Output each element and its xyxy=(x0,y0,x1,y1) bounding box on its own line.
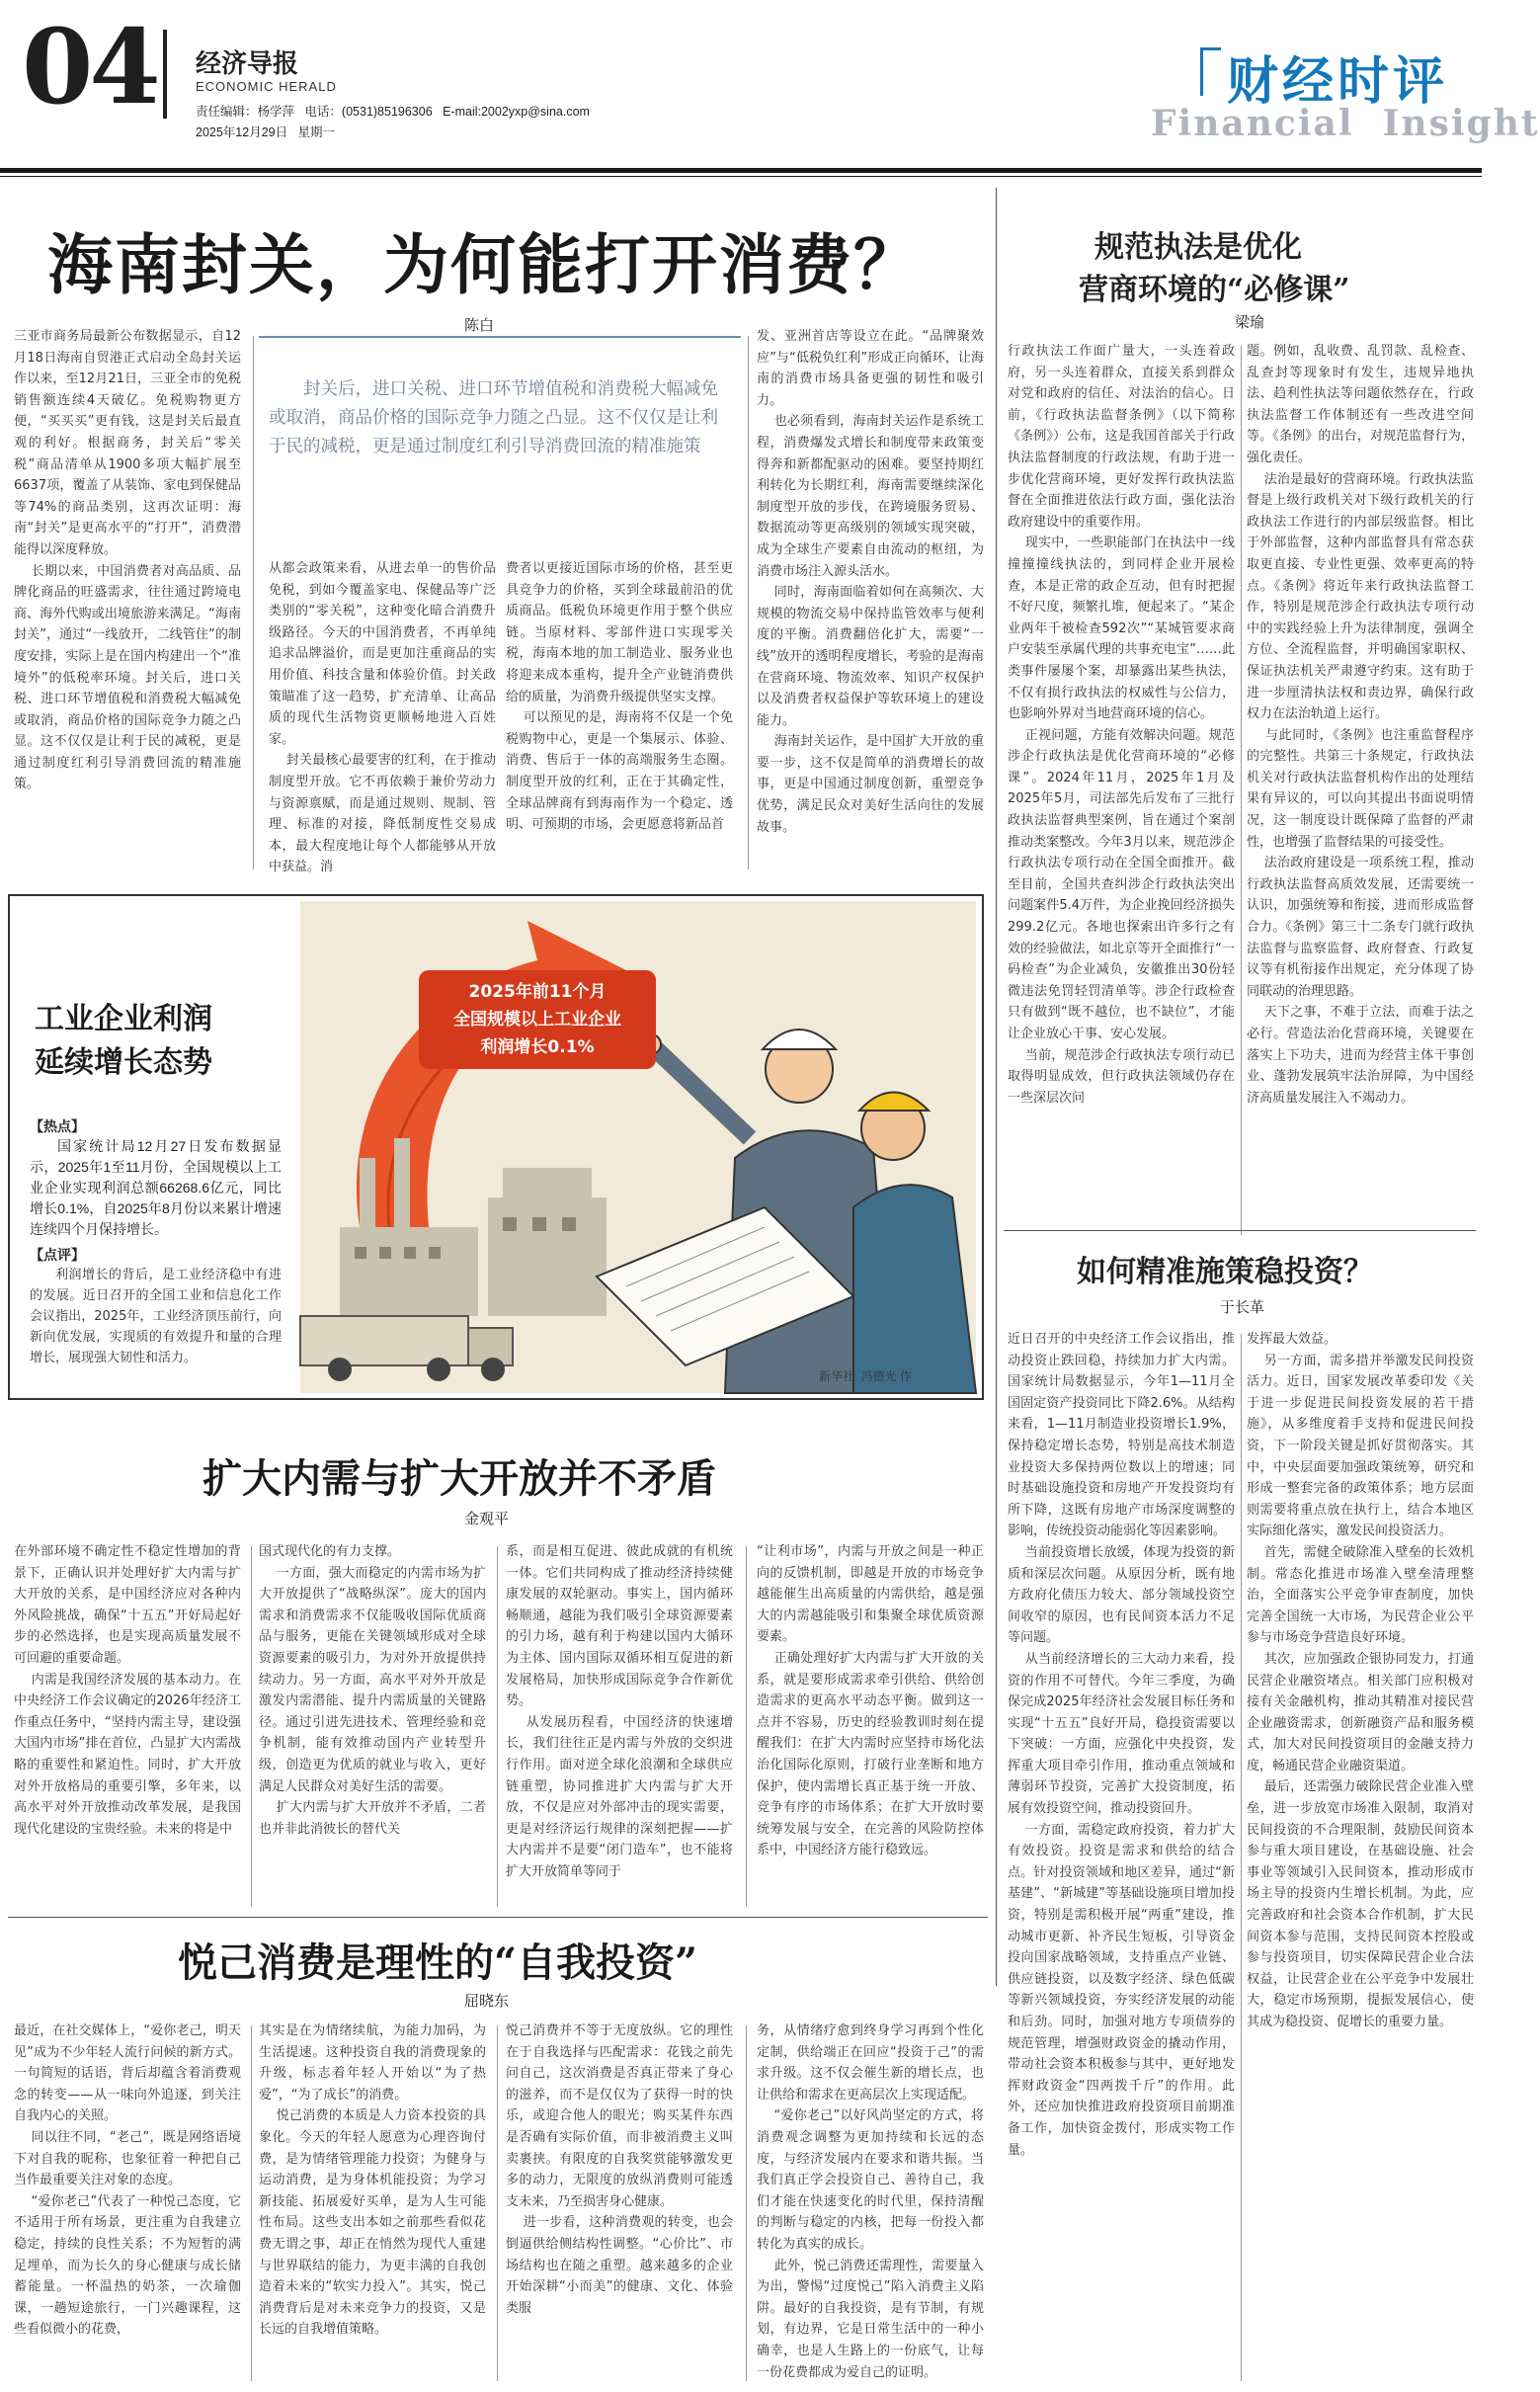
article4-column-2: 发挥最大效益。 另一方面，需多措并举激发民间投资活力。近日，国家发展改革委印发《关于进一步促进民间投资发展的若干措施》，从多维度着手支持和促进民间投资，下一阶段关键是抓好贯彻落实。其中，中央层面要加强政策统筹，研究和形成一整套完备的政策体系；地方层面则需要将重点放在执行上，结合本地区实际细化落实，激发民间投资活力。 首先，需健全破除准入壁垒的长效机制。常态化推进市场准入壁垒清理整治，全面落实公平竞争审查制度，加快完善全国统一大市场，为民营企业公平参与市场竞争营造良好环境。 其次，应加强政企银协同发力，打通民营企业融资堵点。相关部门应积极对接有关金融机构，推动其精准对接民营企业融资需求，创新融资产品和服务模式，加大对民间投资项目的金融支持力度，畅通民营企业融资渠道。 最后，还需强力破除民营企业准入壁垒，进一步放宽市场准入限制，取消对民间投资的不合理限制，鼓励民间资本参与重大项目建设，在基础设施、社会事业等领域引入民间资本，推动形成市场主导的投资内生增长机制。为此，应完善政府和社会资本合作机制，扩大民间资本参与范围，支持民间资本控股或参与投资项目，切实保障民营企业合法权益，让民营企业在公平竞争中发展壮大，稳定市场预期，提振发展信心，使其成为稳投资、促增长的重要力量。 xyxy=(1247,1332,1474,2029)
section-name: 经济导报 xyxy=(196,49,299,79)
page-number: 04 xyxy=(22,6,157,127)
article5-column-4: “让利市场”，内需与开放之间是一种正向的反馈机制，即越是开放的市场竞争越能催生出高质量的内需供给，越是强大的内需越能吸引和集聚全球优质资源要素。 正确处理好扩大内需与扩大开放的关系，就是要形成需求牵引供给、供给创造需求的更高水平动态平衡。做到这一点并不容易，历史的经验教训时刻在提醒我们：在扩大内需时应坚持市场化法治化国际化原则，打破行业垄断和地方保护，使内需增长真正基于统一开放、竞争有序的市场体系；在扩大开放时要统筹发展与安全，在完善的风险防控体系中，中国经济方能行稳致远。 xyxy=(757,1544,984,1858)
article6-divider-2 xyxy=(497,2025,498,2381)
article5-author: 金观平 xyxy=(464,1510,510,1527)
article5-divider-2 xyxy=(497,1546,498,1907)
lead-column-2: 从都会政策来看，从进去单一的售价品免税，到如今覆盖家电、保健品等广泛类别的“零关税”，这种变化暗合消费升级路径。今天的中国消费者，不再单纯追求品牌溢价，而是更加注重商品的实用价值、科技含量和体验价值。封关政策瞄准了这一趋势，扩充清单、让高品质的现代生活物资更顺畅地进入百姓家。 封关最核心最要害的红利，在于推动制度型开放。它不再依赖于兼价劳动力与资源禀赋，而是通过规则、规制、管理、标准的对接，降低制度性交易成本，最大程度地让每个人都能够从开放中获益。消 xyxy=(269,561,496,875)
issue-date: 2025年12月29日 星期一 xyxy=(196,125,336,139)
article5-divider-3 xyxy=(746,1546,747,1907)
article2-column-2: 题。例如，乱收费、乱罚款、乱检查、乱查封等现象时有发生，违规异地执法、趋利性执法等问题依然存在，行政执法监督工作体制还有一些改进空间等。《条例》的出台，对规范监督行为，强化责任。 法治是最好的营商环境。行政执法监督是上级行政机关对下级行政机关的行政执法工作进行的内部层级监督。相比于外部监督，这种内部监督具有常态获取更直接、专业性更强、效率更高的特点。《条例》将近年来行政执法监督工作，特别是规范涉企行政执法专项行动中的实践经验上升为法律制度，强调全方位、全流程监督，并明确国家职权、保证执法机关严肃遵守约束。这有助于进一步厘清执法权和责边界，确保行政权力在法治轨道上运行。 与此同时，《条例》也注重监督程序的完整性。共第三十条规定，行政执法机关对行政执法监督机构作出的处理结果有异议的，可以向其提出书面说明情况，这一制度设计既保障了监督的严肃性，也增强了监督结果的可接受性。 法治政府建设是一项系统工程，推动行政执法监督高质效发展，还需要统一认识，加强统筹和衔接，进而形成监督合力。《条例》第三十二条专门就行政执法监督与监察监督、政府督查、行政复议等有机衔接作出规定，充分体现了协同联动的治理思路。 天下之事，不难于立法，而难于法之必行。营造法治化营商环境，关键要在落实上下功夫，进而为经营主体干事创业、蓬勃发展筑牢法治屏障，为中国经济高质量发展注入不竭动力。 xyxy=(1247,344,1474,1106)
comment-label: 【点评】 xyxy=(30,1247,85,1263)
lead-col-divider-2 xyxy=(748,336,749,869)
article6-column-1: 最近，在社交媒体上，“爱你老己，明天见”成为不少年轻人流行问候的新方式。一句简短的话语，背后却蕴含着消费观念的转变——从一味向外追逐，到关注自我内心的关照。 同以往不同，“老己”，既是网络语境下对自我的昵称，也象征着一种把自己当作最重要关注对象的态度。 “爱你老己”代表了一种悦己态度，它不适用于所有场景，更注重为自我建立稳定，持续的良性关系；不为短暂的满足埋单，而为长久的身心健康与成长储蓄能量。一杯温热的奶茶，一次瑜伽课，一趟短途旅行，一门兴趣课程，这些看似微小的花费， xyxy=(14,2023,241,2338)
column-title: 财经时评 xyxy=(1227,51,1449,112)
lead-pullquote-box xyxy=(259,336,741,494)
article2-title-1: 规范执法是优化 xyxy=(1094,230,1302,265)
article6-column-2: 其实是在为情绪续航，为能力加码，为生活提速。这种投资自我的消费现象的升级，标志着年轻人开始以“为了热爱”，“为了成长”的消费。 悦己消费的本质是人力资本投资的具象化。今天的年轻人愿意为心理咨询付费，是为情绪管理能力投资；为健身与运动消费，是为身体机能投资；为学习新技能、拓展爱好买单，是为人生可能性布局。这些支出本如之前那些看似花费无谓之事，却正在悄然为现代人重建与世界联结的能力，为更丰满的自我创造着未来的“软实力投入”。其实，悦己消费背后是对未来竞争力的投资，又是长远的自我增值策略。 xyxy=(259,2023,486,2338)
article3-title: 工业企业利润 延续增长态势 xyxy=(35,1002,212,1080)
masthead-divider xyxy=(163,30,167,119)
cartoon-credit: 新华社 冯德光 作 xyxy=(819,1369,913,1383)
article4-title: 如何精准施策稳投资？ xyxy=(1077,1255,1373,1289)
column-title-en: Financial Insight xyxy=(1151,103,1540,144)
lead-column-1: 三亚市商务局最新公布数据显示，自12月18日海南自贸港正式启动全岛封关运作以来，至12月21日，三亚全市的免税销售额连续4天破亿。免税购物更方便，“买买买”更有钱，这是封关后最直观的利好。根据商务，封关后“零关税”商品清单从1900多项大幅扩展至6637项，覆盖了从装饰、家电到保健品等74%的商品类别，这再次证明：海南“封关”是更高水平的“打开”，消费潜能得以深度释放。 长期以来，中国消费者对高品质、品牌化商品的旺盛需求，往往通过跨境电商、海外代购或出境旅游来满足。“海南封关”，通过“一线放开，二线管住”的制度安排，实际上是在国内构建出一个“准境外”的低税率环境。封关后，进口关税、进口环节增值税和消费税大幅减免或取消，商品价格的国际竞争力随之凸显。这不仅仅是让利于民的减税，更是通过制度红利引导消费回流的精准施策。 xyxy=(14,329,241,792)
article6-title: 悦己消费是理性的“自我投资” xyxy=(178,1939,698,1986)
article5-column-2: 国式现代化的有力支撑。 一方面，强大而稳定的内需市场为扩大开放提供了“战略纵深”。庞大的国内需求和消费需求不仅能吸收国际优质商品与服务，更能在关键领域形成对全球资源要素的吸引力，为对外开放提供持续动力。另一方面，高水平对外开放是激发内需潜能、提升内需质量的关键路径。通过引进先进技术、管理经验和竞争机制，能有效推动国内产业转型升级，创造更为优质的就业与收入，更好满足人民群众对美好生活的需要。 扩大内需与扩大开放并不矛盾，二者也并非此消彼长的替代关 xyxy=(259,1544,486,1837)
article6-column-3: 悦己消费并不等于无度放纵。它的理性在于自我选择与匹配需求：花钱之前先问自己，这次消费是否真正带来了身心的滋养，而不是仅仅为了获得一时的快乐，或迎合他人的眼光；购买某件东西是否确有实际价值，而非被消费主义叫卖裹挟。有限度的自我奖赏能够激发更多的动力，无限度的放纵消费则可能透支未来，乃至损害身心健康。 进一步看，这种消费观的转变，也会倒逼供给侧结构性调整。“心价比”、市场结构也在随之重塑。越来越多的企业开始深耕“小而美”的健康、文化、体验类服 xyxy=(506,2023,733,2316)
article2-author: 梁瑜 xyxy=(1235,313,1265,331)
hotspot-text: 国家统计局12月27日发布数据显示，2025年1至11月份，全国规模以上工业企业实现利润总额66268.6亿元，同比增长0.1%，自2025年8月份以来累计增速连续四个月保持增长。 xyxy=(30,1138,282,1237)
masthead-rule-thin xyxy=(0,176,1482,177)
article6-author: 屈晓东 xyxy=(464,1992,510,2010)
editor-info: 责任编辑：杨学萍 电话：(0531)85196306 E-mail:2002yxp@sina.com xyxy=(196,105,590,119)
masthead xyxy=(0,0,1540,173)
article2-column-1: 行政执法工作面广量大，一头连着政府，另一头连着群众，直接关系到群众对党和政府的信任、对法治的信心。日前，《行政执法监督条例》（以下简称《条例》）公布，这是我国首部关于行政执法监督制度的行政法规，有助于进一步优化营商环境，更好发挥行政执法监督在全面推进依法行政方面，强化法治政府建设中的重要作用。 现实中，一些职能部门在执法中一线撞撞撞线执法的，到同样企业开展检查，本是正常的政企互动，但有时把握不好尺度，频繁扎堆，便起来了。“某企业两年千被检查592次”“某城管要求商户安装至承属代理的共事充电宝”……此类事件屡屡个案，却暴露出某些执法，不仅有损行政执法的权威性与公信力，也影响外界对当地营商环境的信心。 正视问题，方能有效解决问题。规范涉企行政执法是优化营商环境的“必修课”。2024年11月，2025年1月及2025年5月，司法部先后发布了三批行政执法监督典型案例，旨在通过个案剖推动类案整改。今年3月以来，规范涉企行政执法专项行动在全国全面推开。截至目前，全国共查纠涉企行政执法突出问题案件5.4万件，为企业挽回经济损失299.2亿元。各地也探索出许多行之有效的经验做法，如北京等开全面推行“一码检查”为企业减负，安徽推出30份轻微违法免罚轻罚清单等。涉企行政检查只有做到“既不越位，也不缺位”，才能让企业放心干事、安心发展。 当前，规范涉企行政执法专项行动已取得明显成效，但行政执法领域仍存在一些深层次问 xyxy=(1008,344,1235,1106)
article4-author: 于长革 xyxy=(1220,1298,1265,1316)
article4-column-1: 近日召开的中央经济工作会议指出，推动投资止跌回稳，持续加力扩大内需。国家统计局数据显示，今年1—11月全国固定资产投资同比下降2.6%。从结构来看，1—11月制造业投资增长1.9%，保持稳定增长态势，特别是高技术制造业投资大多保持两位数以上的增速；同时基础设施投资和房地产开发投资均有所下降，这既有房地产市场深度调整的影响，传统投资动能弱化等因素影响。 当前投资增长放缓，体现为投资的新质和深层次问题。从原因分析，既有地方政府化债压力较大、部分领域投资空间收窄的原因，也有民间资本活力不足等问题。 从当前经济增长的三大动力来看，投资的作用不可替代。今年三季度，为确保完成2025年经济社会发展目标任务和实现“十五五”良好开局，稳投资需要以下突破：一方面，应强化中央投资，发挥重大项目牵引作用，推动重点领域和薄弱环节投资，完善扩大投资制度，拓展有效投资空间，推动投资回升。 一方面，需稳定政府投资，着力扩大有效投资。投资是需求和供给的结合点。针对投资领域和地区差异，通过“新基建”、“新城建”等基础设施项目增加投资，特别是需积极开展“两重”建设，推动城市更新、补齐民生短板，引导资金投向国家战略领域，支持重点产业链、供应链投资，以及数字经济、绿色低碳等新兴领域投资，夯实经济发展的动能和后劲。同时，加强对地方专项债券的规范管理，增强财政资金的撬动作用，带动社会资本积极参与其中，更好地发挥财政资金“四两拨千斤”的作用。此外，还应加快推进政府投资项目前期准备工作，加快资金拨付，形成实物工作量。 xyxy=(1008,1332,1235,2158)
article5-column-3: 系，而是相互促进、彼此成就的有机统一体。它们共同构成了推动经济持续健康发展的双轮驱动。事实上，国内循环畅顺通，越能为我们吸引全球资源要素的引力场，越有利于构建以国内大循环为主体、国内国际双循环相互促进的新发展格局，加快形成国际竞争合作新优势。 从发展历程看，中国经济的快速增长，我们往往正是内需与外放的交织进行作用。面对逆全球化浪潮和全球供应链重塑，协同推进扩大内需与扩大开放，不仅是应对外部冲击的现实需要，更是对经济运行规律的深刻把握——扩大内需并不是要“闭门造车”，也不能将扩大开放简单等同于 xyxy=(506,1544,733,1879)
right-column-divider xyxy=(996,188,997,1986)
hotspot-label: 【热点】 xyxy=(30,1118,85,1134)
lead-headline: 海南封关，为何能打开消费？ xyxy=(47,226,921,303)
article6-divider-1 xyxy=(251,2025,252,2381)
lead-author: 陈白 xyxy=(464,316,495,334)
cartoon-svg xyxy=(300,901,976,1393)
article5-title: 扩大内需与扩大开放并不矛盾 xyxy=(203,1455,716,1502)
article4-top-rule xyxy=(1004,1230,1476,1231)
section-name-en: ECONOMIC HERALD xyxy=(196,79,337,94)
masthead-rule xyxy=(0,168,1482,173)
article2-col-divider xyxy=(1241,346,1242,1235)
comment-text: 利润增长的背后，是工业经济稳中有进的发展。近日召开的全国工业和信息化工作会议指出，2025年，工业经济顶压前行，向新向优发展，实现质的有效提升和量的合理增长，展现强大韧性和活力。 xyxy=(30,1268,282,1365)
article2-title-2: 营商环境的“必修课” xyxy=(1079,273,1350,307)
article6-column-4: 务，从情绪疗愈到终身学习再到个性化定制，供给端正在回应“投资于己”的需求升级。这不仅会催生新的增长点，也让供给和需求在更高层次上实现适配。 “爱你老己”以好风尚坚定的方式，将消费观念调整为更加持续和长远的态度，与经济发展内在要求和谐共振。当我们真正学会投资自己、善待自己，我们才能在快速变化的时代里，保持清醒的判断与稳定的内核，把每一份投入都转化为真实的成长。 此外，悦己消费还需理性，需要量入为出，警惕“过度悦己”陷入消费主义陷阱。最好的自我投资，是有节制，有规划，有边界，它是日常生活中的一种小确幸，也是人生路上的一份底气，让每一份花费都成为爱自己的证明。 xyxy=(757,2023,984,2380)
article6-top-rule xyxy=(8,1917,988,1918)
article6-divider-3 xyxy=(746,2025,747,2381)
article4-col-divider xyxy=(1241,1334,1242,2381)
article5-divider-1 xyxy=(251,1546,252,1907)
lead-column-3: 费者以更接近国际市场的价格，甚至更具竞争力的价格，买到全球最前沿的优质商品。低税负环境更作用于整个供应链。当原材料、零部件进口实现零关税，海南本地的加工制造业、服务业也将迎来成本重构，提升全产业链消费供给的质量，为消费升级提供坚实支撑。 可以预见的是，海南将不仅是一个免税购物中心，更是一个集展示、体验、消费、售后于一体的高端服务生态圈。制度型开放的红利，正在于其确定性，全球品牌商有到海南作为一个稳定、透明、可预期的市场，会更愿意将新品首 xyxy=(506,561,733,833)
column-title-bracket xyxy=(1200,47,1221,96)
pullquote-rule-top xyxy=(259,336,741,338)
cartoon-banner-text: 2025年前11个月 全国规模以上工业企业 利润增长0.1% xyxy=(453,982,621,1057)
lead-column-4: 发、亚洲首店等设立在此。“品牌聚效应”与“低税负红利”形成正向循环，让海南的消费市场具备更强的韧性和吸引力。 也必须看到，海南封关运作是系统工程，消费爆发式增长和制度带来政策变得奔和新都配驱动的困难。要坚持期红利转化为长期红利，海南需要继续深化制度型开放的步伐，在跨境服务贸易、数据流动等更高级别的领域实现突破，成为全球生产要素自由流动的枢纽，为消费市场注入源头活水。 同时，海南面临着如何在高频次、大规模的物流交易中保持监管效率与便利度的平衡。消费翻倍化扩大，需要“一线”放开的透明程度增长，考验的是海南在营商环境、物流效率、知识产权保护以及消费者权益保护等软环境上的建设能力。 海南封关运作，是中国扩大开放的重要一步，这不仅是简单的消费增长的故事，更是中国通过制度创新，重塑竞争优势，满足民众对美好生活向往的发展故事。 xyxy=(757,329,984,835)
cartoon-illustration xyxy=(300,901,976,1393)
lead-col-divider xyxy=(253,336,254,869)
pullquote-text: 封关后，进口关税、进口环节增值税和消费税大幅减免或取消，商品价格的国际竞争力随之凸显。这不仅仅是让利于民的减税，更是通过制度红利引导消费回流的精准施策 xyxy=(269,379,718,456)
article5-column-1: 在外部环境不确定性不稳定性增加的背景下，正确认识并处理好扩大内需与扩大开放的关系，是中国经济应对各种内外风险挑战，确保“十五五”开好局起好步的必然选择，也是实现高质量发展不可回避的重要命题。 内需是我国经济发展的基本动力。在中央经济工作会议确定的2026年经济工作重点任务中，“坚持内需主导，建设强大国内市场”排在首位，凸显扩大内需战略的重要性和紧迫性。同时，扩大开放对外开放格局的重要引擎，多年来，以高水平对外开放推动改革发展，是我国现代化建设的宝贵经验。未来的将是中 xyxy=(14,1544,241,1837)
